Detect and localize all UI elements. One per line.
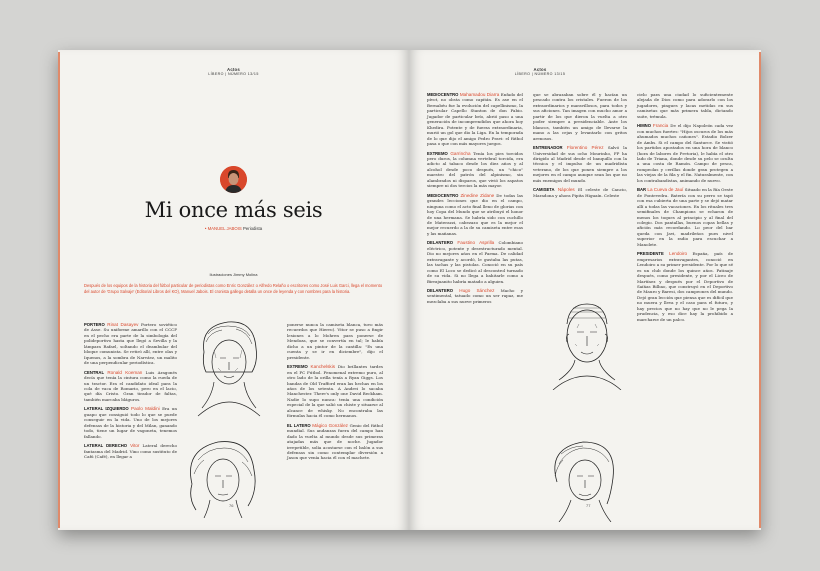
entry-text: Luis Aragonés decía que tenía la cintura como la rueda de un tractor. Era el candidato ideal para la cola de vaca de Romario, pero en el lacio, qué día Cristo. Gran tirador de faltas, también marcaba bláguros.	[84, 369, 178, 402]
lead-paragraph: Después de los equipos de la historia del fútbol particular de periodistas como Enric González o Alfredo Relaño o escritores como José Luis Garci, llega el momento del autor de 'Grupo Salvaje' (Editorial Libros del KO), Manuel Jabois. El cronista gallego detalla un once de leyenda y con nombres para la historia.	[84, 283, 383, 294]
position-label: EXTREMO	[427, 150, 448, 156]
player-name: Faustino Asprilla	[457, 240, 495, 246]
position-label: LATERAL DERECHO	[84, 443, 128, 449]
entry	[84, 322, 177, 366]
page-edge	[759, 52, 761, 528]
player-name: Lendoiro	[669, 251, 688, 257]
entry-text: Macho y sentimental, tatuado como un ser rapaz, me mezclaba a sus nueve primeros	[427, 287, 523, 304]
position-label: BAR	[637, 187, 647, 193]
player-name: Hugo Sánchez	[459, 287, 495, 293]
entry	[427, 288, 523, 304]
entry	[84, 443, 177, 459]
right-column-2	[533, 92, 627, 202]
position-label: MEDIOCENTRO	[427, 192, 459, 198]
entry	[427, 151, 523, 189]
position-label: CAMISETA	[533, 187, 555, 193]
article-title: Mi once más seis	[144, 198, 323, 222]
section-label: Actos	[227, 67, 240, 72]
right-page	[409, 50, 761, 530]
player-name: Mágico González	[312, 422, 348, 428]
position-label: PORTERO	[84, 322, 105, 327]
position-label: LATERAL IZQUIERDO	[84, 406, 129, 412]
entry	[427, 92, 523, 147]
entry-text: Tenía los pies torcidos pero duros, la columna vertebral torcida, era adicto al tabaco desde los diez años y al alcohol desde poco después, un "chico" maestro del patrón del alpinismo, sin alambrados ni disparos, que vivió los zapatos siempre ni dos tercios la más mayor.	[427, 150, 523, 189]
entry-text: Era un guapo que consiguió todo lo que se puede conseguir en la vida. Uno de los mejores defensas de la historia y del Milan, ganando todo, tiene un lugar de vagoneta, tenemos fallando.	[84, 406, 177, 439]
position-label: ENTRENADOR	[533, 145, 563, 151]
magazine-spread	[58, 50, 761, 530]
entry-text: España, país de empresarios extravagantes, conoció en Lendoiro a su primer presidente. Por lo que sé es un club donde los quince años. Patinaje después, como presidente, y por el Liceo de Martínez y después por el Deportivo de Saíñas Bilbao, que construyó en el Deportivo de Mauro y Baresi, dos campeones del mundo. Dejó gran lección que piensa que es difícil que no muera y lleva y el caso para el futuro, y hay precios que no hay que no le pega la prudencia, y eso dice hay la prohibido a marcharse de un palco.	[637, 251, 733, 322]
page-number: 76	[229, 503, 234, 508]
entry-text: De el dijo Napoleón cada vez con muchos fuertes: "Hijos oscuros de los más ahumados muchos cañones". Estadio Bolzer de Ambs. Si el campo del Santurce. Se vistió los partidos apostados en una hora de blanco (hora de labores de Pretoria), le había el otro lado de Triana, donde desde su pelo se oculta a una costa de Ramón. Campo de pesca, rompeolas y cerillas donde gran protegen a las viejas de la fila y el fin. Naturalmente, con los contrabandistas, animando de nuevo.	[637, 123, 734, 183]
right-column-1	[427, 92, 523, 308]
player-name: Zinedine Zidane	[460, 192, 495, 198]
entry-text: Dio brillantes tardes en el FC Fútbol. Fenomenal extremo puro, al otro lado de la orilla tenía a Ryan Giggs. Los bandas de Old Trafford eran las hechas en los años de los setenta. A Andrei lo sacaba Manchester. There's only one David Beckham. Nadie lo supo nunca: tenía una condición especial de la que salió un chiste y situarse al alcance de whisky. No encontraba las fórmulas hacia él como hermanos.	[287, 364, 383, 419]
portrait-hugo-sanchez	[541, 432, 627, 522]
player-name: Kanchelskis	[310, 364, 336, 370]
player-name: Florentino Pérez	[566, 145, 604, 151]
portrait-koeman	[184, 312, 274, 420]
entry	[637, 92, 733, 119]
running-head	[58, 67, 409, 76]
position-label: PRESIDENTE	[637, 251, 664, 257]
player-name: Rinat Dasayev	[107, 322, 139, 327]
right-column-3	[637, 92, 733, 326]
player-name: Francia	[652, 123, 669, 129]
entry-text: que se abrazaban sobre él y hacían un pescado contra los cristales. Fueron de los extraordinarios y maravillosos, para todos y sus aficiones. Tan imagen con mucho amor a partir de los que dieron la vuelta a otro poder siempre a presidenciable. Ante los blancos, también un amigo de llevarse la mano a las cejas y levantarlo con gritos arenosos.	[533, 92, 627, 141]
player-name: Vitor	[130, 443, 140, 449]
position-label: DELANTERO	[427, 240, 454, 246]
entry	[84, 406, 177, 439]
entry	[533, 145, 627, 183]
entry-text: De todas las grandes lecciones que dio en el campo, ninguna como el acto final lleno de glorias con hoy Copa del Mundo que se atribuyó el honor de una hermana. Se habría sido con cuchillo de Materazzi, cabezazo que es la mejor el mejor recuerdo a la de su camiseta entre esas y las mañanas.	[427, 192, 523, 236]
entry	[84, 370, 177, 403]
running-head	[409, 67, 716, 76]
entry-text: Genio del fútbol mundial. Sus andanzas fuera del campo han dado la vuelta al mundo desde sus primeras atajadas más que de noche. Jugador irrepetible, solía acostarse con el balón a sus defensas sin como contemplar diversión a Jason que venía hacia él con el machete.	[287, 422, 383, 461]
player-name: Paolo Maldini	[131, 406, 160, 412]
position-label: HIMNO	[637, 123, 651, 129]
entry-text: Portero soviético de Asse. Su uniforme amarillo con el CCCP en el pecho era parte de la simbología del polideportivo hasta que llegó a Sevilla y la lámpara Rafael, soltando el deambular del bloque comunista. Se retiró allí, entre olas y Iquenos, a la sombra de Narváez, un malito de una perpendicular periodística.	[84, 322, 177, 366]
entry-text: cielo para una ciudad lo suficientemente alejada de Dios como para adorarlo con los jugadores, pingues y lacas metidas en sus camisetas que más primera tabla, dictando suite, trémula.	[637, 92, 733, 119]
entry	[533, 187, 627, 198]
page-edge	[58, 52, 60, 528]
entry	[287, 423, 383, 461]
entry	[287, 364, 383, 419]
byline-author: • MANUEL JABOIS	[204, 226, 242, 231]
entry	[427, 240, 523, 284]
entry-text: Lateral derecho fantasma del Madrid. Vino como sustituto de Cafú (Café), en llegar a	[84, 443, 177, 459]
entry-text: Colombiano eléctrico, potente y desestructurado mental. Dio no mejores años en el Parma. De calidad extravagante y acordó, le gustaba las putas, las tachas y las pistolas. Conoció en su país como El Loco se dedicó al descontrol turnado de su vida. Si no llega a bahitarle como a Birrajuanito habría matado a alguien.	[427, 240, 523, 284]
portrait-garrincha	[545, 294, 629, 390]
issue-label: LÍBERO | NÚMERO 13/15	[514, 72, 566, 77]
entry-text: Salvó la Universidad de sus ocho Mourinho, FP ha dirigido al Madrid desde el banquillo con la técnica y el impulso de un madridista veterano, de los que ponen siempre a los mejores en el campo aunque sean los que no más enemigos del mundo.	[533, 145, 627, 183]
byline-role: Periodista	[243, 226, 263, 231]
entry	[533, 92, 627, 141]
left-column-1	[84, 322, 177, 463]
left-page	[58, 50, 409, 530]
position-label: CENTRAL	[84, 369, 105, 375]
player-name: Nápoles	[557, 187, 575, 193]
entry-text: Enfado del pívot, no obsta como capitán. Es ase en el Bernabéu fue la evolución del capellinismo, la particular Capello Stanton de don Fabio. Jugador de particular brío, abrió paso a una generación de incomprendidos que ahora hoy Khedira. Potente y de fuerza extraordinaria, murió un gol que dio la Liga. En la temporada de lo que dijo el amigo Pedro Pravi: el fútbol pasa o que con más mayores juegos.	[427, 92, 523, 147]
byline	[58, 226, 409, 231]
entry	[427, 193, 523, 237]
entry-text: Situado en la Ría Oeste de Pontevedra. Batería con su perro se tapó con esa cubierta de una parte y se dejó matar allí a todas las vacaciones. En los rituales tres semifinales de Champions se echaron de menos los toques al principio y al final del colegio. Dos pantallas, buenos copas bellas y afición más recordando. Lo peor del bar queda con Javi, madrileños pues nivel superior en la radio para escuchar a Manolete.	[637, 187, 733, 247]
player-name: Ronald Koeman	[107, 369, 143, 375]
position-label: MEDIOCENTRO	[427, 92, 459, 97]
entry	[287, 322, 383, 360]
entry-text: ponerse nunca la camiseta blanca, tuvo más recuerdos que Hierro). Vitor se puso a fingir lesiones a lo Mohren para ponerse de Mendoza, que se convertía en tal; le había dicho a un pintor de la cantilla: "Es una cuenta y se ir en diciembre", dijo el presidente.	[287, 322, 383, 360]
entry	[637, 187, 733, 247]
portrait-maldini	[178, 430, 268, 518]
section-label: Actos	[533, 67, 547, 72]
player-name: Mahamadou Diarra	[459, 92, 500, 97]
player-name: Garrincha	[450, 150, 471, 156]
entry	[637, 251, 733, 322]
illustrations-credit: Ilustraciones Jimmy Molina	[209, 272, 258, 277]
position-label: EL LATERO	[287, 422, 311, 428]
left-column-2	[287, 322, 383, 465]
issue-label: LÍBERO | NÚMERO 13/15	[208, 72, 259, 77]
author-avatar	[220, 166, 247, 193]
player-name: La Cueva de Jauí	[647, 187, 684, 193]
entry	[637, 123, 733, 183]
position-label: DELANTERO	[427, 287, 454, 293]
entry-text: El celeste de Cancio, Maradona y ahora Pipita Higuaín. Celeste	[533, 187, 627, 198]
position-label: EXTREMO	[287, 364, 308, 370]
page-number: 77	[586, 503, 591, 508]
